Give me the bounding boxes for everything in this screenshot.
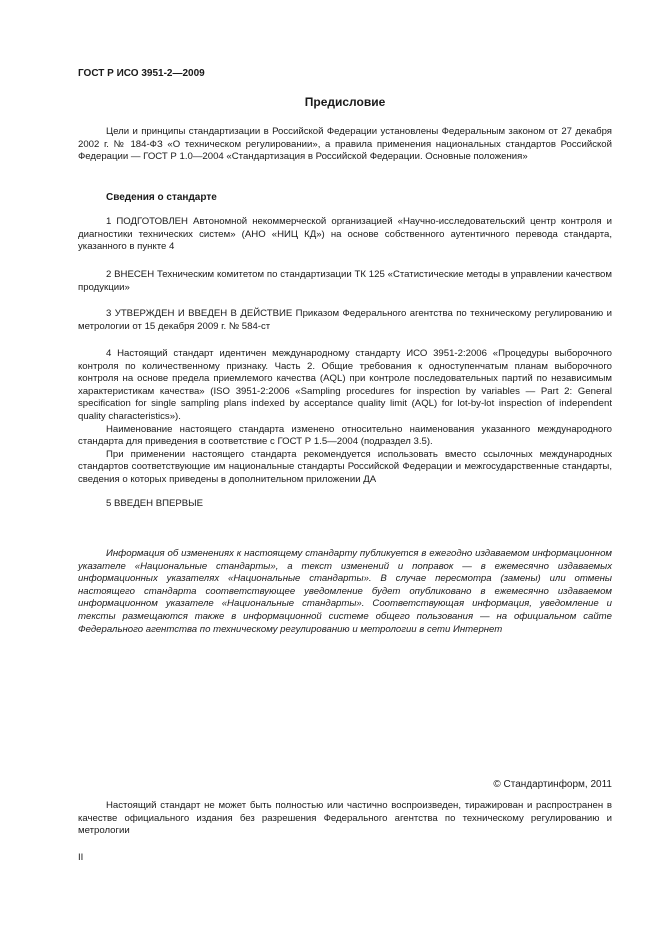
page-number: II	[78, 852, 84, 863]
notice-text: Информация об изменениях к настоящему стандарту публикуется в ежегодно издаваемом информационном указателе «Национальные стандарты», а текст изменений и поправок — в ежемесячно издаваемых информационных указателях «Национальные стандарты». В случае пересмотра (замены) или отмены настоящего стандарта соответствующее уведомление будет опубликовано в ежемесячно издаваемом информационном указателе «Национальные стандарты». Соответствующая информация, уведомление и тексты размещаются также в информационной системе общего пользования — на официальном сайте Федерального агентства по техническому регулированию и метрологии в сети Интернет	[78, 548, 612, 635]
item-1-text: 1 ПОДГОТОВЛЕН Автономной некоммерческой организацией «Научно-исследовательский центр контроля и диагностики технических систем» (АНО «НИЦ КД») на основе собственного аутентичного перевода стандарта, указанного в пункте 4	[78, 216, 612, 253]
intro-text: Цели и принципы стандартизации в Российской Федерации установлены Федеральным законом от 27 декабря 2002 г. № 184-ФЗ «О техническом регулировании», а правила применения национальных стандартов Российской Федерации — ГОСТ Р 1.0—2004 «Стандартизация в Российской Федерации. Основные положения»	[78, 126, 612, 163]
item-4-text: 4 Настоящий стандарт идентичен международному стандарту ИСО 3951-2:2006 «Процедуры выборочного контроля по количественному признаку. Часть 2. Общие требования к одноступенчатым планам выборочного контроля на основе предела приемлемого качества (AQL) при контроле последовательных партий по независимым характеристикам качества» (ISO 3951-2:2006 «Sampling procedures for inspection by variables — Part 2: General specification for single sampling plans indexed by acceptance quality limit (AQL) for lot-by-lot inspection of independent quality characteristics»).	[78, 348, 612, 422]
item-2-text: 2 ВНЕСЕН Техническим комитетом по стандартизации ТК 125 «Статистические методы в управлении качеством продукции»	[78, 269, 612, 293]
item-4	[78, 348, 612, 487]
intro-paragraph	[78, 126, 612, 164]
document-code: ГОСТ Р ИСО 3951-2—2009	[78, 68, 205, 79]
notice-block	[78, 548, 612, 636]
item-2	[78, 269, 612, 294]
item-3	[78, 308, 612, 333]
item-5-text: 5 ВВЕДЕН ВПЕРВЫЕ	[106, 498, 204, 509]
item-3-text: 3 УТВЕРЖДЕН И ВВЕДЕН В ДЕЙСТВИЕ Приказом Федерального агентства по техническому регулированию и метрологии от 15 декабря 2009 г. № 584-ст	[78, 308, 612, 332]
item-1	[78, 216, 612, 254]
page-title: Предисловие	[304, 95, 386, 109]
copyright: © Стандартинформ, 2011	[493, 779, 612, 790]
item-4-references: При применении настоящего стандарта рекомендуется использовать вместо ссылочных международных стандартов соответствующие им национальные стандарты Российской Федерации и межгосударственные стандарты, сведения о которых приведены в дополнительном приложении ДА	[78, 448, 612, 485]
reproduction-text: Настоящий стандарт не может быть полностью или частично воспроизведен, тиражирован и распространен в качестве официального издания без разрешения Федерального агентства по техническому регулированию и метрологии	[78, 800, 612, 837]
item-5	[78, 498, 612, 511]
reproduction-notice	[78, 800, 612, 838]
info-heading: Сведения о стандарте	[106, 192, 217, 203]
item-4-name-change: Наименование настоящего стандарта изменено относительно наименования указанного международного стандарта для приведения в соответствие с ГОСТ Р 1.5—2004 (подраздел 3.5).	[78, 423, 612, 448]
